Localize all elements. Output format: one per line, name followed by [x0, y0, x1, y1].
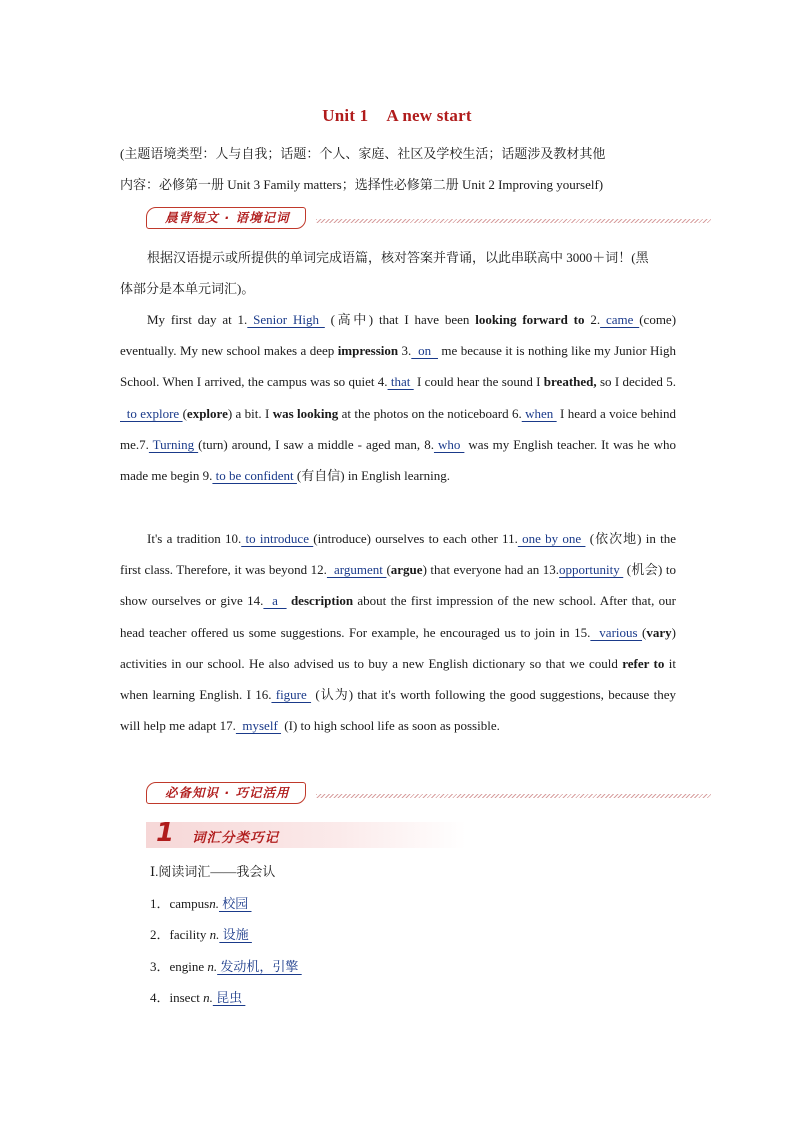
answer-blank: Senior High [247, 312, 325, 327]
section-heading [146, 818, 466, 848]
section-number: 1 [156, 818, 175, 848]
vocab-item: 2．facility n. 设施 [150, 927, 252, 942]
passage-paragraph-1: My first day at 1. Senior High (高中) that I have been looking forward to 2. came (come) eventually. My new school makes a deep impression 3. on me because it is nothing like my Junior High School. When I arrived, the campus was so quiet 4. that I could hear the sound I breathed, so I decided 5. to explore (explore) a bit. I was looking at the photos on the noticeboard 6. when I heard a voice behind me.7. Turning (turn) around, I saw a middle - aged man, 8. who was my English teacher. It was he who made me begin 9. to be confident (有自信) in English learning. [120, 312, 677, 484]
vocab-bold: breathed, [543, 374, 597, 390]
subheading: Ⅰ.阅读词汇——我会认 [150, 864, 276, 879]
banner-divider [316, 219, 711, 223]
answer-blank: who [433, 436, 465, 452]
vocab-bold: explore [186, 405, 228, 421]
answer-blank: to introduce [241, 531, 314, 546]
banner-label: 晨背短文 · 语境记词 [146, 207, 306, 229]
page-title [0, 106, 794, 126]
answer-blank: various [590, 624, 643, 640]
answer-blank: a [263, 593, 287, 609]
answer-blank: to be confident [212, 468, 297, 484]
answer-blank: 昆虫 [212, 990, 246, 1005]
answer-blank: on [411, 343, 438, 359]
answer-blank: to explore [120, 405, 183, 421]
section-label: 词汇分类巧记 [192, 830, 279, 846]
answer-blank: one by one [517, 531, 586, 546]
theme-line-2: 内容：必修第一册 Unit 3 Family matters；选择性必修第二册 Unit 2 Improving yourself) [120, 177, 604, 192]
unit-number: Unit 1 [322, 106, 369, 125]
vocab-bold: refer to [622, 655, 665, 671]
section-banner-essential-knowledge [146, 782, 711, 804]
answer-blank: argument [326, 562, 387, 578]
vocab-item: 1．campusn. 校园 [150, 896, 252, 911]
answer-blank: 校园 [218, 896, 252, 911]
answer-blank: 设施 [219, 927, 252, 942]
vocab-bold: looking forward to [475, 312, 585, 327]
unit-name: A new start [386, 106, 472, 125]
answer-blank: Turning [148, 436, 199, 452]
vocab-item: 3．engine n. 发动机，引擎 [150, 959, 302, 974]
answer-blank: 发动机，引擎 [217, 959, 302, 974]
banner-divider [316, 794, 711, 798]
answer-blank: that [387, 374, 414, 390]
vocab-bold: vary [646, 624, 672, 640]
theme-line-1: (主题语境类型：人与自我；话题：个人、家庭、社区及学校生活；话题涉及教材其他 [120, 146, 606, 161]
section-banner-morning-reading [146, 207, 711, 229]
instruction: 根据汉语提示或所提供的单词完成语篇，核对答案并背诵，以此串联高中 3000＋词！(黑 体部分是本单元词汇)。 [120, 250, 649, 297]
vocab-bold: description [290, 593, 354, 609]
answer-blank: when [521, 405, 557, 421]
answer-blank: myself [235, 718, 282, 734]
answer-blank: figure [271, 687, 312, 703]
passage-paragraph-2: It's a tradition 10. to introduce (introduce) ourselves to each other 11. one by one (依次地) in the first class. Therefore, it was beyond 12. argument (argue) that everyone had an 13.opportunity (机会) to show ourselves or give 14. a description about the first impression of the new school. After that, our head teacher offered us some suggestions. For example, he encouraged us to join in 15. various (vary) activities in our school. He also advised us to buy a new English dictionary so that we could refer to it when learning English. I 16. figure (认为) that it's worth following the good suggestions, because they will help me adapt 17. myself (I) to high school life as soon as possible. [120, 531, 676, 734]
vocab-bold: was looking [272, 405, 339, 421]
vocab-item: 4．insect n. 昆虫 [150, 990, 246, 1005]
vocab-bold: argue [390, 562, 423, 578]
answer-blank: came [600, 312, 640, 327]
banner-label: 必备知识 · 巧记活用 [146, 782, 306, 804]
theme-context [120, 138, 676, 200]
answer-blank: opportunity [559, 562, 624, 578]
vocab-bold: impression [337, 343, 399, 359]
